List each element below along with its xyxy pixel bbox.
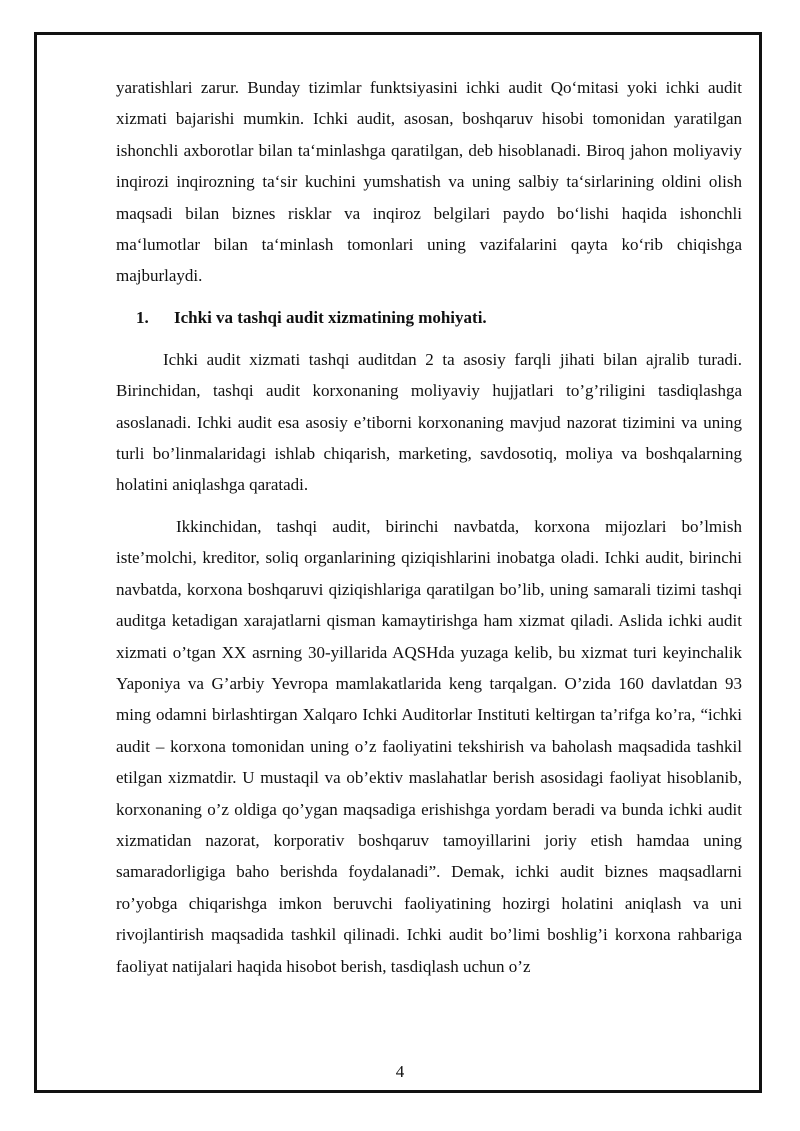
paragraph-second-difference: Ikkinchidan, tashqi audit, birinchi navbatda, korxona mijozlari bo’lmish iste’molchi, kreditor, soliq organlarining qiziqishlarini inobatga oladi. Ichki audit, birinchi navbatda, korxona boshqaruvi qiziqishlariga qaratilgan bo’lib, uning samarali tizimi tashqi auditga ketadigan xarajatlarni qisman kamaytirishga ham xizmat qiladi. Aslida ichki audit xizmati o’tgan XX asrning 30-yillarida AQSHda yuzaga kelib, bu xizmat turi keyinchalik Yaponiya va G’arbiy Yevropa mamlakatlarida keng tarqalgan. O’zida 160 davlatdan 93 ming odamni birlashtirgan Xalqaro Ichki Auditorlar Instituti keltirgan ta’rifga ko’ra, “ichki audit – korxona tomonidan uning o’z faoliyatini tekshirish va baholash maqsadida tashkil etilgan xizmatdir. U mustaqil va ob’ektiv maslahatlar berish asosidagi faoliyat hisoblanib, korxonaning o’z oldiga qo’ygan maqsadiga erishishga yordam beradi va bunda ichki audit xizmatidan nazorat, korporativ boshqaruv tamoyillarini joriy etish hamdaa uning samaradorligiga baho berishda foydalanadi”. Demak, ichki audit biznes maqsadlarni ro’yobga chiqarishga imkon beruvchi faoliyatining hozirgi holatini aniqlash va uni rivojlantirish maqsadida tashkil qilinadi. Ichki audit bo’limi boshlig’i korxona rahbariga faoliyat natijalari haqida hisobot berish, tasdiqlash uchun o’z: [116, 516, 742, 976]
section-number: 1.: [136, 307, 149, 327]
page-number: 4: [395, 1062, 405, 1081]
document-body: [116, 72, 742, 982]
paragraph-intro: yaratishlari zarur. Bunday tizimlar funktsiyasini ichki audit Qo‘mitasi yoki ichki audit xizmati bajarishi mumkin. Ichki audit, asosan, boshqaruv hisobi tomonidan yaratilgan ishonchli axborotlar bilan ta‘minlashga qaratilgan, deb hisoblanadi. Biroq jahon moliyaviy inqirozi inqirozning ta‘sir kuchini yumshatish va uning salbiy ta‘sirlarining oldini olish maqsadi bilan biznes risklar va inqiroz belgilari paydo bo‘lishi haqida ishonchli ma‘lumotlar bilan ta‘minlash tomonlari uning vazifalarini qayta ko‘rib chiqishga majburlaydi.: [116, 78, 742, 286]
paragraph-first-difference: Ichki audit xizmati tashqi auditdan 2 ta asosiy farqli jihati bilan ajralib turadi. Birinchidan, tashqi audit korxonaning moliyaviy hujjatlari to’g’riligini tasdiqlashga asoslanadi. Ichki audit esa asosiy e’tiborni korxonaning mavjud nazorat tizimini va uning turli bo’linmalaridagi ishlab chiqarish, marketing, savdosotiq, moliya va boshqalarning holatini aniqlashga qaratadi.: [116, 349, 742, 495]
section-title: Ichki va tashqi audit xizmatining mohiyati.: [174, 307, 487, 327]
section-heading: [116, 308, 742, 328]
